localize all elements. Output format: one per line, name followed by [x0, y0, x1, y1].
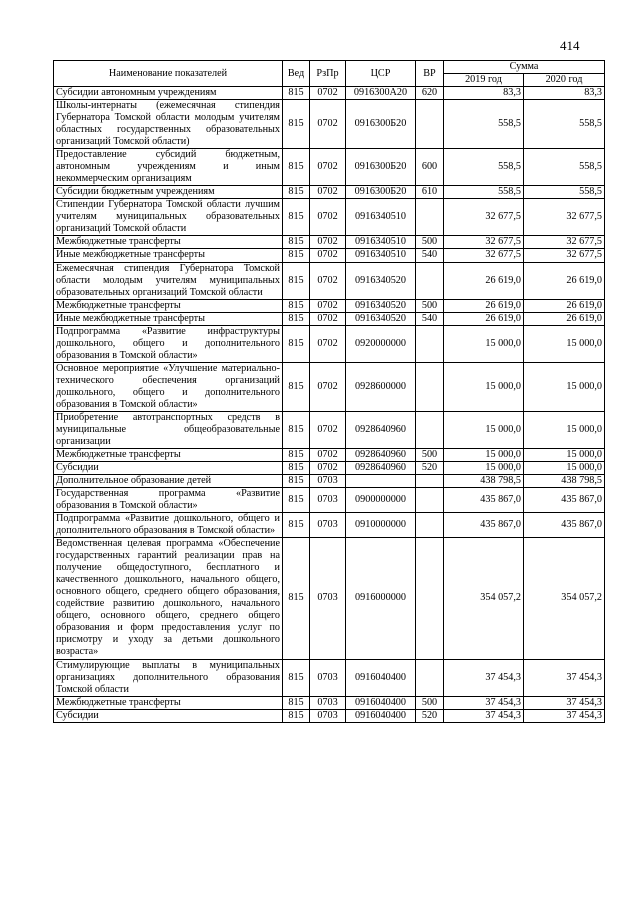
row-csr: 0916340520 [346, 262, 416, 299]
row-sum-2020: 26 619,0 [524, 262, 605, 299]
row-ved: 815 [283, 199, 310, 236]
table-row [54, 659, 605, 696]
row-rzpr: 0702 [310, 411, 346, 448]
table-row [54, 475, 605, 488]
row-name: Основное мероприятие «Улучшение материально-технического обеспечения организаций дошкольного, общего и дополнительного образования в Томской области» [54, 362, 283, 411]
row-sum-2020: 15 000,0 [524, 462, 605, 475]
row-ved: 815 [283, 448, 310, 461]
table-row [54, 262, 605, 299]
table-row [54, 186, 605, 199]
row-name: Субсидии автономным учреждениям [54, 87, 283, 100]
row-vr: 610 [416, 186, 444, 199]
row-csr: 0920000000 [346, 325, 416, 362]
header-name: Наименование показателей [54, 61, 283, 87]
row-ved: 815 [283, 186, 310, 199]
row-csr: 0916300Б20 [346, 100, 416, 149]
row-name: Субсидии бюджетным учреждениям [54, 186, 283, 199]
row-sum-2020: 37 454,3 [524, 659, 605, 696]
row-ved: 815 [283, 299, 310, 312]
row-vr [416, 488, 444, 513]
row-csr: 0910000000 [346, 513, 416, 538]
row-ved: 815 [283, 538, 310, 659]
row-rzpr: 0702 [310, 462, 346, 475]
row-vr: 500 [416, 696, 444, 709]
row-sum-2019: 15 000,0 [444, 448, 524, 461]
row-vr: 620 [416, 87, 444, 100]
row-rzpr: 0702 [310, 186, 346, 199]
row-name: Межбюджетные трансферты [54, 299, 283, 312]
row-name: Подпрограмма «Развитие инфраструктуры дошкольного, общего и дополнительного образования в Томской области» [54, 325, 283, 362]
row-ved: 815 [283, 249, 310, 262]
row-sum-2020: 558,5 [524, 149, 605, 186]
row-rzpr: 0702 [310, 262, 346, 299]
row-sum-2019: 32 677,5 [444, 199, 524, 236]
row-rzpr: 0703 [310, 538, 346, 659]
table-row [54, 362, 605, 411]
row-sum-2020: 435 867,0 [524, 513, 605, 538]
row-csr: 0928640960 [346, 462, 416, 475]
row-sum-2020: 15 000,0 [524, 411, 605, 448]
row-ved: 815 [283, 411, 310, 448]
page-number: 414 [560, 38, 580, 53]
row-rzpr: 0702 [310, 149, 346, 186]
row-ved: 815 [283, 87, 310, 100]
row-vr [416, 475, 444, 488]
row-vr [416, 199, 444, 236]
row-sum-2020: 15 000,0 [524, 362, 605, 411]
row-ved: 815 [283, 100, 310, 149]
row-sum-2019: 15 000,0 [444, 362, 524, 411]
row-sum-2020: 15 000,0 [524, 448, 605, 461]
row-ved: 815 [283, 513, 310, 538]
row-sum-2020: 438 798,5 [524, 475, 605, 488]
row-sum-2019: 37 454,3 [444, 696, 524, 709]
row-name: Межбюджетные трансферты [54, 448, 283, 461]
row-vr [416, 325, 444, 362]
row-sum-2020: 32 677,5 [524, 249, 605, 262]
row-sum-2019: 435 867,0 [444, 513, 524, 538]
header-rzpr: РзПр [310, 61, 346, 87]
row-ved: 815 [283, 709, 310, 722]
row-csr: 0916300Б20 [346, 149, 416, 186]
table-row [54, 513, 605, 538]
row-name: Ежемесячная стипендия Губернатора Томской области молодым учителям муниципальных образовательных организаций Томской области [54, 262, 283, 299]
table-row [54, 538, 605, 659]
row-csr: 0916040400 [346, 659, 416, 696]
table-body [54, 87, 605, 723]
row-rzpr: 0703 [310, 709, 346, 722]
row-vr: 600 [416, 149, 444, 186]
row-csr: 0928640960 [346, 411, 416, 448]
row-sum-2019: 354 057,2 [444, 538, 524, 659]
table-row [54, 696, 605, 709]
row-vr: 500 [416, 299, 444, 312]
row-name: Ведомственная целевая программа «Обеспечение государственных гарантий реализации прав на получение общедоступного, бесплатного и качественного дошкольного, начального общего, основного общего, среднего общего образования, содействие развитию дошкольного, начального общего, основного общего, среднего общего образования и форм предоставления услуг по присмотру и уходу за детьми дошкольного возраста» [54, 538, 283, 659]
row-csr: 0916340510 [346, 199, 416, 236]
row-name: Субсидии [54, 709, 283, 722]
row-csr: 0916300А20 [346, 87, 416, 100]
row-name: Иные межбюджетные трансферты [54, 312, 283, 325]
row-sum-2020: 26 619,0 [524, 299, 605, 312]
row-rzpr: 0702 [310, 312, 346, 325]
row-rzpr: 0702 [310, 362, 346, 411]
table-row [54, 411, 605, 448]
row-sum-2019: 438 798,5 [444, 475, 524, 488]
row-rzpr: 0702 [310, 325, 346, 362]
table-row [54, 149, 605, 186]
row-ved: 815 [283, 236, 310, 249]
row-sum-2020: 558,5 [524, 100, 605, 149]
row-name: Стимулирующие выплаты в муниципальных организациях дополнительного образования Томской области [54, 659, 283, 696]
table-row [54, 199, 605, 236]
header-year-2019: 2019 год [444, 74, 524, 87]
row-sum-2020: 32 677,5 [524, 236, 605, 249]
row-ved: 815 [283, 696, 310, 709]
row-rzpr: 0702 [310, 87, 346, 100]
row-vr: 540 [416, 249, 444, 262]
row-sum-2019: 15 000,0 [444, 411, 524, 448]
table-row [54, 100, 605, 149]
row-vr: 500 [416, 236, 444, 249]
row-vr [416, 411, 444, 448]
row-name: Школы-интернаты (ежемесячная стипендия Губернатора Томской области молодым учителям областных государственных образовательных организаций Томской области) [54, 100, 283, 149]
row-csr: 0916300Б20 [346, 186, 416, 199]
row-csr: 0928600000 [346, 362, 416, 411]
row-vr [416, 362, 444, 411]
row-sum-2019: 26 619,0 [444, 312, 524, 325]
row-sum-2019: 435 867,0 [444, 488, 524, 513]
row-sum-2020: 37 454,3 [524, 709, 605, 722]
row-name: Подпрограмма «Развитие дошкольного, общего и дополнительного образования в Томской области» [54, 513, 283, 538]
row-csr: 0916340510 [346, 249, 416, 262]
row-vr [416, 659, 444, 696]
row-csr: 0916340510 [346, 236, 416, 249]
row-csr: 0916340520 [346, 312, 416, 325]
row-name: Субсидии [54, 462, 283, 475]
row-vr: 500 [416, 448, 444, 461]
row-ved: 815 [283, 462, 310, 475]
table-row [54, 312, 605, 325]
table-row [54, 87, 605, 100]
row-rzpr: 0703 [310, 475, 346, 488]
row-sum-2020: 435 867,0 [524, 488, 605, 513]
row-ved: 815 [283, 312, 310, 325]
row-csr: 0916040400 [346, 709, 416, 722]
row-sum-2019: 558,5 [444, 100, 524, 149]
header-vr: ВР [416, 61, 444, 87]
row-csr [346, 475, 416, 488]
row-ved: 815 [283, 149, 310, 186]
row-csr: 0916000000 [346, 538, 416, 659]
row-sum-2019: 32 677,5 [444, 249, 524, 262]
row-vr [416, 538, 444, 659]
row-vr: 540 [416, 312, 444, 325]
row-name: Иные межбюджетные трансферты [54, 249, 283, 262]
row-vr: 520 [416, 462, 444, 475]
row-sum-2020: 558,5 [524, 186, 605, 199]
row-sum-2020: 32 677,5 [524, 199, 605, 236]
row-sum-2019: 15 000,0 [444, 325, 524, 362]
row-name: Приобретение автотранспортных средств в муниципальные общеобразовательные организации [54, 411, 283, 448]
row-csr: 0900000000 [346, 488, 416, 513]
row-ved: 815 [283, 475, 310, 488]
row-name: Межбюджетные трансферты [54, 236, 283, 249]
row-rzpr: 0703 [310, 513, 346, 538]
table-row [54, 462, 605, 475]
table-row [54, 325, 605, 362]
row-name: Предоставление субсидий бюджетным, автономным учреждениям и иным некоммерческим организациям [54, 149, 283, 186]
row-rzpr: 0702 [310, 299, 346, 312]
row-rzpr: 0703 [310, 659, 346, 696]
header-ved: Вед [283, 61, 310, 87]
row-rzpr: 0702 [310, 236, 346, 249]
row-vr [416, 513, 444, 538]
row-sum-2019: 83,3 [444, 87, 524, 100]
row-name: Стипендии Губернатора Томской области лучшим учителям муниципальных образовательных организаций Томской области [54, 199, 283, 236]
row-sum-2019: 15 000,0 [444, 462, 524, 475]
row-sum-2019: 26 619,0 [444, 299, 524, 312]
row-csr: 0916340520 [346, 299, 416, 312]
row-sum-2020: 26 619,0 [524, 312, 605, 325]
row-rzpr: 0702 [310, 100, 346, 149]
row-csr: 0928640960 [346, 448, 416, 461]
table-row [54, 236, 605, 249]
table-row [54, 249, 605, 262]
row-csr: 0916040400 [346, 696, 416, 709]
row-sum-2019: 26 619,0 [444, 262, 524, 299]
header-year-2020: 2020 год [524, 74, 605, 87]
row-sum-2019: 37 454,3 [444, 659, 524, 696]
row-sum-2019: 558,5 [444, 186, 524, 199]
row-name: Межбюджетные трансферты [54, 696, 283, 709]
budget-table [53, 60, 605, 723]
row-ved: 815 [283, 659, 310, 696]
row-ved: 815 [283, 325, 310, 362]
row-sum-2020: 37 454,3 [524, 696, 605, 709]
row-ved: 815 [283, 488, 310, 513]
row-rzpr: 0702 [310, 448, 346, 461]
table-row [54, 299, 605, 312]
row-name: Дополнительное образование детей [54, 475, 283, 488]
row-vr: 520 [416, 709, 444, 722]
row-sum-2020: 354 057,2 [524, 538, 605, 659]
row-sum-2019: 558,5 [444, 149, 524, 186]
row-ved: 815 [283, 262, 310, 299]
row-sum-2019: 37 454,3 [444, 709, 524, 722]
table-row [54, 448, 605, 461]
row-sum-2019: 32 677,5 [444, 236, 524, 249]
row-name: Государственная программа «Развитие образования в Томской области» [54, 488, 283, 513]
table-row [54, 488, 605, 513]
row-sum-2020: 15 000,0 [524, 325, 605, 362]
row-rzpr: 0702 [310, 249, 346, 262]
table-row [54, 709, 605, 722]
header-csr: ЦСР [346, 61, 416, 87]
row-rzpr: 0702 [310, 199, 346, 236]
row-rzpr: 0703 [310, 488, 346, 513]
row-vr [416, 100, 444, 149]
header-sum: Сумма [444, 61, 605, 74]
row-vr [416, 262, 444, 299]
row-rzpr: 0703 [310, 696, 346, 709]
row-ved: 815 [283, 362, 310, 411]
row-sum-2020: 83,3 [524, 87, 605, 100]
